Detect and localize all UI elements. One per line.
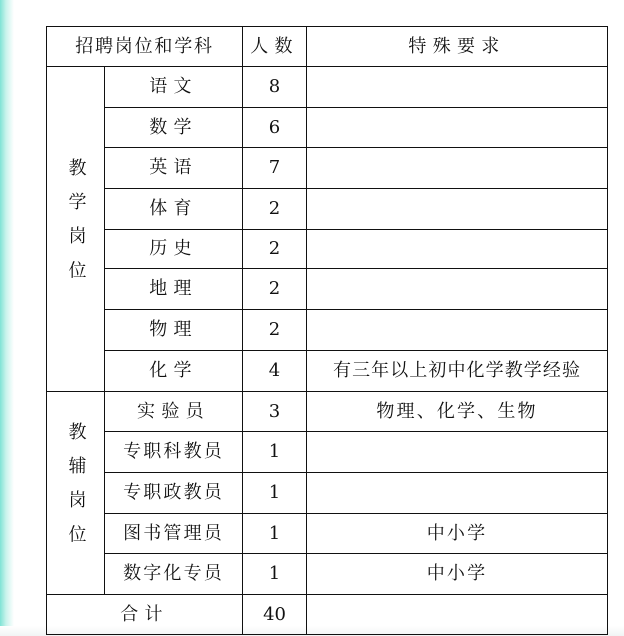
requirement-cell bbox=[307, 108, 608, 148]
requirement-cell: 物理、化学、生物 bbox=[307, 392, 608, 432]
header-position-subject: 招聘岗位和学科 bbox=[47, 27, 243, 67]
table-row bbox=[47, 351, 608, 392]
table-row bbox=[47, 189, 608, 230]
count-cell: 7 bbox=[243, 148, 307, 189]
table-row bbox=[47, 554, 608, 595]
table-row bbox=[47, 67, 608, 108]
subject-cell: 数学 bbox=[105, 108, 243, 148]
count-cell: 2 bbox=[243, 269, 307, 310]
subject-cell: 专职政教员 bbox=[105, 473, 243, 514]
subject-cell: 地理 bbox=[105, 269, 243, 310]
header-count: 人数 bbox=[243, 27, 307, 67]
recruitment-table bbox=[46, 26, 608, 635]
count-cell: 8 bbox=[243, 67, 307, 108]
table-row bbox=[47, 148, 608, 189]
requirement-cell bbox=[307, 67, 608, 108]
category-teaching-label: 教学岗位 bbox=[65, 158, 87, 295]
category-support bbox=[47, 392, 105, 595]
requirement-cell bbox=[307, 269, 608, 310]
table-row bbox=[47, 392, 608, 432]
subject-cell: 数字化专员 bbox=[105, 554, 243, 595]
requirement-cell bbox=[307, 189, 608, 230]
count-cell: 2 bbox=[243, 189, 307, 230]
subject-cell: 物理 bbox=[105, 310, 243, 351]
table-row bbox=[47, 432, 608, 473]
requirement-cell: 中小学 bbox=[307, 514, 608, 554]
count-cell: 1 bbox=[243, 432, 307, 473]
requirement-cell bbox=[307, 148, 608, 189]
table-row bbox=[47, 230, 608, 269]
subject-cell: 图书管理员 bbox=[105, 514, 243, 554]
requirement-cell: 有三年以上初中化学教学经验 bbox=[307, 351, 608, 392]
count-cell: 6 bbox=[243, 108, 307, 148]
subject-cell: 英语 bbox=[105, 148, 243, 189]
category-support-label: 教辅岗位 bbox=[65, 422, 87, 559]
subject-cell: 实验员 bbox=[105, 392, 243, 432]
header-requirements: 特殊要求 bbox=[307, 27, 608, 67]
total-row bbox=[47, 595, 608, 635]
total-label: 合计 bbox=[47, 595, 243, 635]
table-row bbox=[47, 473, 608, 514]
table-row bbox=[47, 514, 608, 554]
subject-cell: 语文 bbox=[105, 67, 243, 108]
requirement-cell bbox=[307, 432, 608, 473]
requirement-cell bbox=[307, 230, 608, 269]
count-cell: 2 bbox=[243, 310, 307, 351]
table-header-row bbox=[47, 27, 608, 67]
count-cell: 1 bbox=[243, 554, 307, 595]
count-cell: 4 bbox=[243, 351, 307, 392]
subject-cell: 专职科教员 bbox=[105, 432, 243, 473]
total-count: 40 bbox=[243, 595, 307, 635]
count-cell: 2 bbox=[243, 230, 307, 269]
total-requirement bbox=[307, 595, 608, 635]
requirement-cell bbox=[307, 473, 608, 514]
subject-cell: 化学 bbox=[105, 351, 243, 392]
category-teaching bbox=[47, 67, 105, 392]
requirement-cell: 中小学 bbox=[307, 554, 608, 595]
count-cell: 3 bbox=[243, 392, 307, 432]
count-cell: 1 bbox=[243, 473, 307, 514]
count-cell: 1 bbox=[243, 514, 307, 554]
requirement-cell bbox=[307, 310, 608, 351]
subject-cell: 体育 bbox=[105, 189, 243, 230]
table-row bbox=[47, 310, 608, 351]
table-row bbox=[47, 269, 608, 310]
table-row bbox=[47, 108, 608, 148]
subject-cell: 历史 bbox=[105, 230, 243, 269]
